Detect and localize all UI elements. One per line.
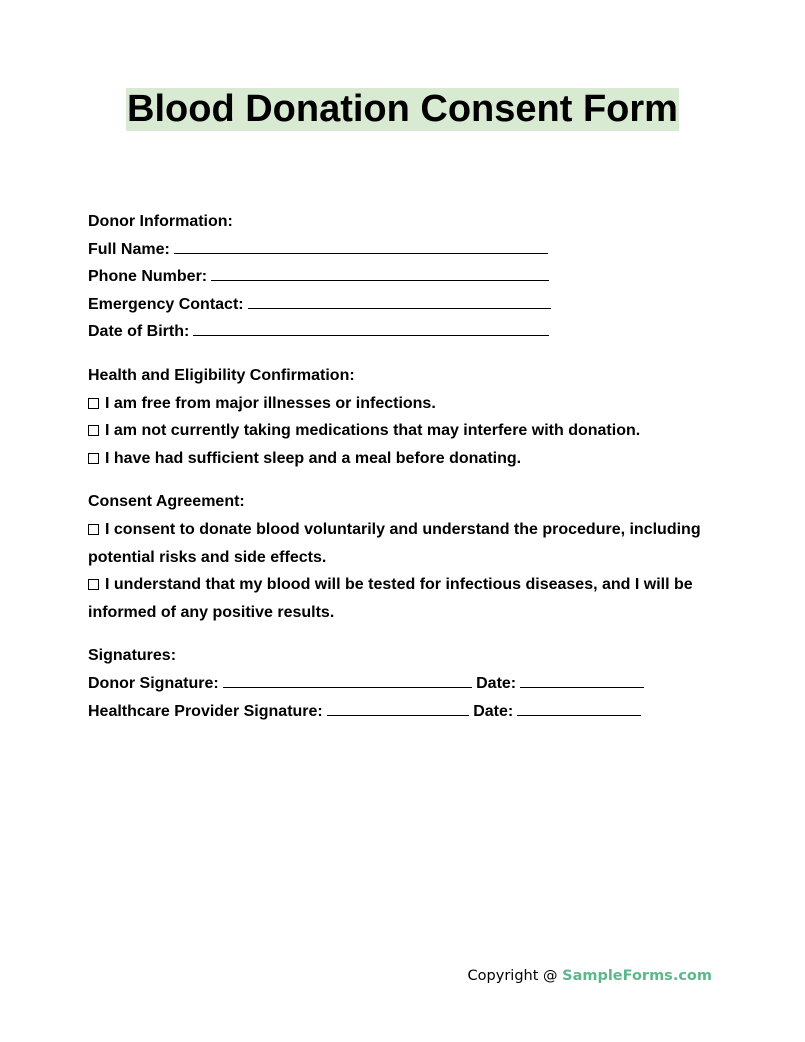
checkbox[interactable] [88,579,99,590]
donor-signature-row [88,670,718,698]
donor-information-section [88,208,718,346]
page-title: Blood Donation Consent Form [127,88,678,130]
copyright-footer [468,968,712,984]
signatures-section [88,642,718,725]
section-heading: Consent Agreement: [88,493,245,511]
checklist-item [88,445,718,473]
phone-number-field[interactable] [211,267,549,281]
section-heading: Donor Information: [88,213,233,230]
checkbox[interactable] [88,398,99,409]
date-of-birth-field[interactable] [193,322,549,336]
checklist-text: I consent to donate blood voluntarily and understand the procedure, including potential risks and side effects. [88,520,701,566]
phone-number-row [88,263,718,291]
consent-agreement-section [88,488,718,626]
full-name-row [88,236,718,264]
date-of-birth-label: Date of Birth: [88,323,190,341]
checklist-text: I am not currently taking medications that may interfere with donation. [105,422,641,440]
checklist-text: I have had sufficient sleep and a meal before donating. [105,449,522,467]
date-label: Date: [476,674,517,692]
checkbox[interactable] [88,524,99,535]
checklist-item [88,571,718,626]
checklist-item [88,417,718,445]
provider-signature-field[interactable] [327,702,469,716]
health-eligibility-section [88,362,718,472]
brand-link[interactable]: SampleForms.com [562,968,712,984]
date-label: Date: [473,702,514,720]
phone-number-label: Phone Number: [88,268,208,286]
checklist-item [88,390,718,418]
section-heading: Signatures: [88,647,177,665]
provider-date-field[interactable] [517,702,641,716]
emergency-contact-label: Emergency Contact: [88,295,244,313]
form-body [88,208,718,741]
checklist-text: I understand that my blood will be tested for infectious diseases, and I will be informed of any positive results. [88,576,693,621]
emergency-contact-field[interactable] [248,295,551,309]
full-name-field[interactable] [174,240,548,254]
provider-signature-row [88,698,718,726]
donor-signature-field[interactable] [223,674,472,688]
donor-signature-label: Donor Signature: [88,674,219,692]
checklist-item [88,516,718,571]
checkbox[interactable] [88,425,99,436]
full-name-label: Full Name: [88,240,170,258]
section-heading: Health and Eligibility Confirmation: [88,366,355,384]
checkbox[interactable] [88,453,99,464]
provider-signature-label: Healthcare Provider Signature: [88,702,323,720]
checklist-text: I am free from major illnesses or infections. [105,394,436,412]
copyright-prefix: Copyright @ [467,968,563,984]
emergency-contact-row [88,291,718,319]
donor-date-field[interactable] [520,674,644,688]
date-of-birth-row [88,318,718,346]
title-container [0,88,805,131]
